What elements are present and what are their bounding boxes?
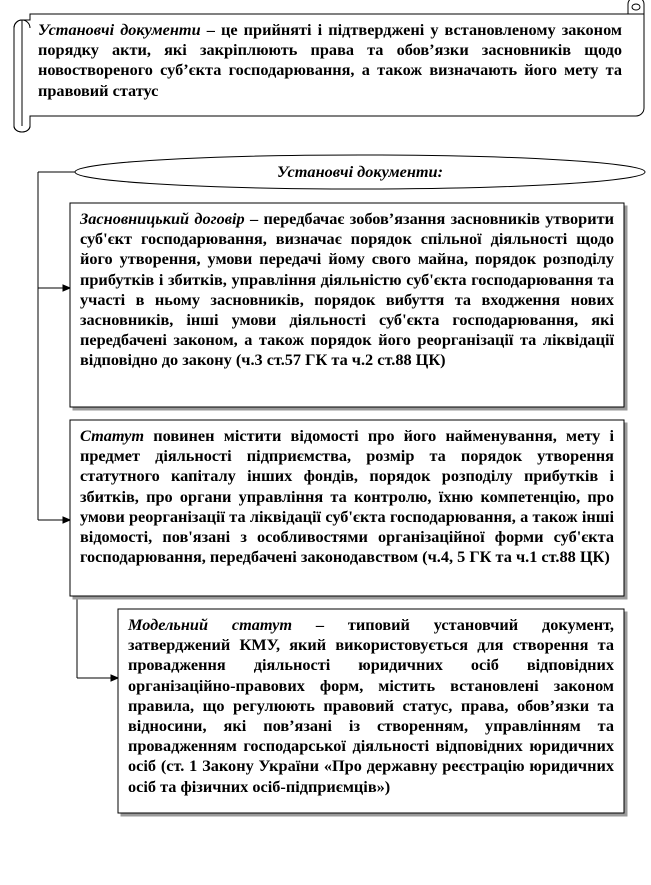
founders-agreement-term: Засновницький договір (80, 209, 245, 228)
founders-agreement-text (80, 209, 614, 371)
scroll-definition (38, 20, 622, 101)
model-statute-text (128, 615, 614, 797)
documents-title: Установчі документи: (276, 162, 444, 181)
statute-term: Статут (80, 426, 145, 445)
model-statute-term: Модельний статут (128, 615, 293, 634)
statute-body: повинен містити відомості про його найменування, мету і предмет діяльності підприємства, розмір та порядок утворення статутного капіталу інших фондів, порядок розподілу прибутків і збитків, про органи управління та контролю, їхню компетенцію, про умови реорганізації та ліквідації суб'єкта господарювання, а також інші відомості, пов'язані з особливостями організаційної форми суб'єкта господарювання, передбачені законодавством (ч.4, 5 ГК та ч.1 ст.88 ЦК) (80, 426, 614, 567)
founders-agreement-body: – передбачає зобов’язання засновників утворити суб'єкт господарювання, визначає порядок спільної діяльності щодо його утворення, умови передачі йому свого майна, порядок розподілу прибутків і збитків, управління діяльністю суб'єкта господарювання та участі в ньому засновників, порядок вибуття та входження нових засновників, інші умови діяльності суб'єкта господарювання, які передбачені законом, а також порядок його реорганізації та ліквідації відповідно до закону (ч.3 ст.57 ГК та ч.2 ст.88 ЦК) (80, 209, 614, 370)
statute-text (80, 426, 614, 567)
scroll-text: – це прийняті і підтверджені у встановленому законом порядку акти, які закріплюють права та обов’язки засновників щодо новоствореного суб’єкта господарювання, а також визначають його мету та правовий статус (38, 20, 622, 100)
scroll-term: Установчі документи (38, 20, 201, 39)
model-statute-body: – типовий установчий документ, затверджений КМУ, який використовується для створення та провадження діяльності юридичних осіб відповідних організаційно-правових форм, містить встановлені законом правила, що регулюють правовий статус, права, обов’язки та відносини, які пов’язані із створенням, управлінням та провадженням господарської діяльності відповідних юридичних осіб (ст. 1 Закону України «Про державну реєстрацію юридичних осіб та фізичних осіб-підприємців») (128, 615, 614, 796)
